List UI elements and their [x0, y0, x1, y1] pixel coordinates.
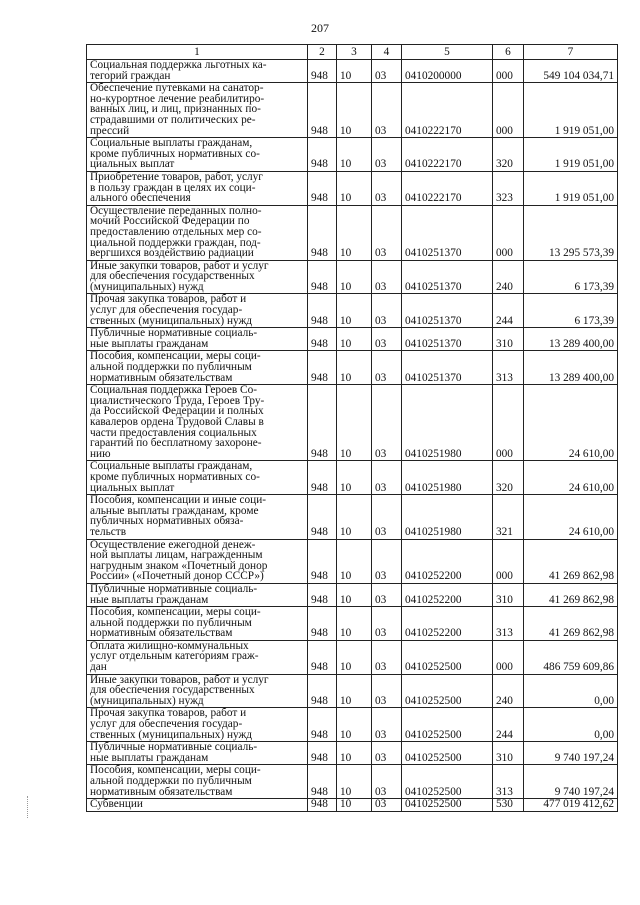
row-name [87, 674, 308, 708]
row-col-4: 03 [372, 640, 402, 674]
row-name-line: тельств [90, 525, 127, 538]
table-row [87, 171, 618, 205]
row-col-5: 0410252500 [402, 799, 493, 812]
row-col-2: 948 [308, 539, 337, 583]
row-col-2: 948 [308, 495, 337, 539]
row-name-line: циальных выплат [90, 158, 175, 171]
row-name [87, 708, 308, 742]
row-col-5: 0410251980 [402, 461, 493, 495]
row-amount: 9 740 197,24 [524, 742, 618, 765]
row-col-5: 0410252500 [402, 742, 493, 765]
row-col-6: 240 [493, 674, 524, 708]
row-col-5: 0410252200 [402, 607, 493, 641]
row-amount: 41 269 862,98 [524, 607, 618, 641]
row-name-line: части предоставления социальных [90, 426, 257, 439]
row-name-line: Социальные выплаты гражданам, [90, 460, 253, 473]
row-name-line: Иные закупки товаров, работ и услуг [90, 674, 269, 686]
row-name [87, 765, 308, 799]
row-name-line: нормативным обязательствам [90, 785, 233, 798]
row-col-6: 313 [493, 607, 524, 641]
row-name-line: кавалеров ордена Трудовой Славы в [90, 416, 264, 428]
row-col-3: 10 [337, 205, 372, 260]
row-col-5: 0410251370 [402, 328, 493, 351]
row-name-line: ванных лиц, и лиц, признанных по- [90, 103, 261, 116]
row-col-6: 321 [493, 495, 524, 539]
row-name [87, 461, 308, 495]
row-name [87, 385, 308, 461]
row-col-6: 240 [493, 260, 524, 294]
table-row [87, 607, 618, 641]
column-number-header-row [87, 45, 618, 60]
margin-scan-mark [27, 796, 29, 818]
row-name-line: (муниципальных) нужд [90, 280, 204, 293]
table-row [87, 742, 618, 765]
table-row [87, 674, 618, 708]
row-col-3: 10 [337, 351, 372, 385]
row-col-3: 10 [337, 60, 372, 83]
row-name-line: да Российской Федерации и полных [90, 405, 264, 418]
row-name [87, 260, 308, 294]
row-col-3: 10 [337, 674, 372, 708]
column-header-5: 5 [402, 45, 493, 60]
row-col-2: 948 [308, 83, 337, 138]
row-col-6: 323 [493, 171, 524, 205]
row-col-3: 10 [337, 583, 372, 606]
row-col-5: 0410222170 [402, 171, 493, 205]
row-col-3: 10 [337, 461, 372, 495]
row-col-6: 000 [493, 60, 524, 83]
row-name-line: нормативным обязательствам [90, 627, 233, 640]
row-name-line: Публичные нормативные социаль- [90, 327, 258, 340]
row-amount: 6 173,39 [524, 294, 618, 328]
column-header-3: 3 [337, 45, 372, 60]
row-name-line: дан [90, 661, 107, 674]
row-name [87, 83, 308, 138]
row-name [87, 60, 308, 83]
row-col-4: 03 [372, 495, 402, 539]
table-row [87, 461, 618, 495]
row-amount: 0,00 [524, 708, 618, 742]
row-col-4: 03 [372, 328, 402, 351]
row-col-2: 948 [308, 351, 337, 385]
row-col-6: 000 [493, 83, 524, 138]
row-col-4: 03 [372, 539, 402, 583]
row-col-4: 03 [372, 205, 402, 260]
row-col-5: 0410200000 [402, 60, 493, 83]
row-name-line: Социальные выплаты гражданам, [90, 137, 253, 150]
row-name-line: Оплата жилищно-коммунальных [90, 640, 249, 652]
row-name-line: нию [90, 447, 111, 460]
row-name-line: тегорий граждан [90, 69, 171, 82]
row-col-2: 948 [308, 260, 337, 294]
row-col-6: 000 [493, 205, 524, 260]
row-col-4: 03 [372, 708, 402, 742]
row-col-5: 0410251370 [402, 260, 493, 294]
row-amount: 6 173,39 [524, 260, 618, 294]
row-col-5: 0410251980 [402, 495, 493, 539]
row-col-4: 03 [372, 171, 402, 205]
row-amount: 549 104 034,71 [524, 60, 618, 83]
row-col-4: 03 [372, 294, 402, 328]
row-col-5: 0410251370 [402, 205, 493, 260]
table-row [87, 765, 618, 799]
row-name-line: ственных (муниципальных) нужд [90, 314, 253, 327]
row-name [87, 495, 308, 539]
column-header-4: 4 [372, 45, 402, 60]
table-row [87, 83, 618, 138]
row-col-6: 313 [493, 765, 524, 799]
row-name-line: Социальная поддержка Героев Со- [90, 384, 257, 397]
row-col-4: 03 [372, 765, 402, 799]
table-row [87, 640, 618, 674]
row-name [87, 171, 308, 205]
row-name-line: циальной поддержки граждан, под- [90, 236, 261, 249]
row-col-5: 0410251370 [402, 294, 493, 328]
row-name [87, 328, 308, 351]
row-col-6: 320 [493, 461, 524, 495]
row-name-line: Осуществление переданных полно- [90, 205, 262, 217]
row-name-line: публичных нормативных обяза- [90, 515, 244, 528]
row-col-6: 310 [493, 328, 524, 351]
row-col-3: 10 [337, 171, 372, 205]
table-body [87, 60, 618, 812]
row-name-line: (муниципальных) нужд [90, 694, 204, 707]
row-name-line: нагрудным знаком «Почетный донор [90, 559, 268, 572]
row-name-line: услуг отдельным категориям граж- [90, 650, 259, 663]
row-amount: 24 610,00 [524, 495, 618, 539]
row-name-line: ные выплаты гражданам [90, 751, 209, 764]
table-row [87, 539, 618, 583]
row-name [87, 640, 308, 674]
row-col-6: 244 [493, 294, 524, 328]
row-amount: 9 740 197,24 [524, 765, 618, 799]
row-col-2: 948 [308, 765, 337, 799]
row-name [87, 138, 308, 172]
row-col-2: 948 [308, 205, 337, 260]
row-col-4: 03 [372, 60, 402, 83]
page-number: 207 [311, 21, 329, 35]
row-col-3: 10 [337, 138, 372, 172]
row-amount: 1 919 051,00 [524, 138, 618, 172]
row-col-3: 10 [337, 328, 372, 351]
budget-table [86, 44, 618, 812]
row-amount: 477 019 412,62 [524, 799, 618, 812]
row-name-line: Осуществление ежегодной денеж- [90, 539, 256, 551]
table-row [87, 385, 618, 461]
table-row [87, 328, 618, 351]
column-header-2: 2 [308, 45, 337, 60]
row-col-2: 948 [308, 640, 337, 674]
row-amount: 1 919 051,00 [524, 83, 618, 138]
row-name-line: нормативным обязательствам [90, 371, 233, 384]
row-col-3: 10 [337, 260, 372, 294]
row-name [87, 607, 308, 641]
row-name-line: Пособия, компенсации, меры соци- [90, 764, 261, 777]
row-col-5: 0410222170 [402, 138, 493, 172]
row-col-2: 948 [308, 583, 337, 606]
row-col-6: 313 [493, 351, 524, 385]
row-name-line: Обеспечение путевками на санатор- [90, 82, 264, 95]
row-col-5: 0410222170 [402, 83, 493, 138]
row-name [87, 539, 308, 583]
row-name [87, 742, 308, 765]
row-amount: 13 289 400,00 [524, 351, 618, 385]
row-amount: 24 610,00 [524, 461, 618, 495]
row-name-line: циальных выплат [90, 481, 175, 494]
row-col-2: 948 [308, 171, 337, 205]
row-col-2: 948 [308, 461, 337, 495]
row-name [87, 205, 308, 260]
row-name-line: ной выплаты лицам, награжденным [90, 549, 263, 562]
row-name-line: предоставлению отдельных мер со- [90, 225, 262, 238]
row-name-line: альной поддержки по публичным [90, 775, 252, 787]
row-name-line: ального обеспечения [90, 192, 191, 205]
row-name [87, 799, 308, 812]
table-row [87, 138, 618, 172]
row-amount: 13 295 573,39 [524, 205, 618, 260]
row-amount: 13 289 400,00 [524, 328, 618, 351]
row-col-4: 03 [372, 583, 402, 606]
row-name-line: Пособия, компенсации и иные соци- [90, 494, 267, 507]
table-row [87, 583, 618, 606]
row-name-line: Прочая закупка товаров, работ и [90, 707, 247, 720]
table-row [87, 294, 618, 328]
row-col-4: 03 [372, 674, 402, 708]
row-name-line: гарантий по бесплатному захороне- [90, 437, 262, 450]
row-name-line: России» («Почетный донор СССР») [90, 570, 264, 583]
row-col-2: 948 [308, 708, 337, 742]
row-col-6: 310 [493, 742, 524, 765]
row-name-line: альной поддержки по публичным [90, 361, 252, 374]
row-col-3: 10 [337, 385, 372, 461]
table-row [87, 260, 618, 294]
row-col-2: 948 [308, 328, 337, 351]
row-name-line: кроме публичных нормативных со- [90, 470, 260, 483]
row-col-6: 310 [493, 583, 524, 606]
row-col-4: 03 [372, 742, 402, 765]
column-header-7: 7 [524, 45, 618, 60]
row-name-line: циалистического Труда, Героев Тру- [90, 394, 265, 407]
table-row [87, 205, 618, 260]
row-col-3: 10 [337, 708, 372, 742]
row-name-line: альные выплаты гражданам, кроме [90, 504, 259, 517]
row-amount: 0,00 [524, 674, 618, 708]
table-row [87, 60, 618, 83]
row-name-line: Социальная поддержка льготных ка- [90, 59, 267, 71]
row-col-3: 10 [337, 294, 372, 328]
row-col-2: 948 [308, 607, 337, 641]
row-name-line: Субвенции [90, 798, 143, 811]
column-header-1: 1 [87, 45, 308, 60]
row-col-2: 948 [308, 138, 337, 172]
row-col-3: 10 [337, 799, 372, 812]
row-name-line: альной поддержки по публичным [90, 616, 252, 629]
row-col-5: 0410252500 [402, 708, 493, 742]
row-col-5: 0410252500 [402, 640, 493, 674]
row-name-line: Прочая закупка товаров, работ и [90, 293, 247, 306]
row-name-line: мочий Российской Федерации по [90, 215, 250, 228]
row-col-2: 948 [308, 674, 337, 708]
row-amount: 24 610,00 [524, 385, 618, 461]
row-col-6: 000 [493, 640, 524, 674]
row-name [87, 351, 308, 385]
table-row [87, 351, 618, 385]
row-col-3: 10 [337, 539, 372, 583]
row-col-6: 000 [493, 539, 524, 583]
row-name-line: услуг для обеспечения государ- [90, 304, 243, 317]
row-amount: 41 269 862,98 [524, 539, 618, 583]
row-col-4: 03 [372, 461, 402, 495]
row-col-5: 0410251980 [402, 385, 493, 461]
row-name-line: услуг для обеспечения государ- [90, 718, 243, 731]
row-col-5: 0410252500 [402, 674, 493, 708]
row-col-4: 03 [372, 351, 402, 385]
row-col-3: 10 [337, 742, 372, 765]
row-col-5: 0410252200 [402, 583, 493, 606]
row-name-line: Иные закупки товаров, работ и услуг [90, 260, 269, 272]
row-col-3: 10 [337, 607, 372, 641]
row-col-2: 948 [308, 742, 337, 765]
row-col-6: 530 [493, 799, 524, 812]
row-name-line: страдавшими от политических ре- [90, 113, 256, 126]
table-row [87, 799, 618, 812]
row-amount: 486 759 609,86 [524, 640, 618, 674]
row-col-3: 10 [337, 640, 372, 674]
row-name-line: Публичные нормативные социаль- [90, 741, 258, 754]
row-col-4: 03 [372, 138, 402, 172]
row-col-4: 03 [372, 607, 402, 641]
row-name-line: прессий [90, 124, 130, 137]
row-name-line: Публичные нормативные социаль- [90, 583, 258, 595]
row-col-3: 10 [337, 765, 372, 799]
row-col-6: 000 [493, 385, 524, 461]
row-col-4: 03 [372, 799, 402, 812]
row-col-4: 03 [372, 260, 402, 294]
row-col-3: 10 [337, 83, 372, 138]
row-col-4: 03 [372, 385, 402, 461]
row-name-line: но-курортное лечение реабилитиро- [90, 92, 265, 105]
row-name-line: Пособия, компенсации, меры соци- [90, 350, 261, 363]
column-header-6: 6 [493, 45, 524, 60]
row-name [87, 294, 308, 328]
row-col-5: 0410251370 [402, 351, 493, 385]
row-col-3: 10 [337, 495, 372, 539]
row-amount: 41 269 862,98 [524, 583, 618, 606]
row-col-2: 948 [308, 294, 337, 328]
row-name [87, 583, 308, 606]
row-name-line: Приобретение товаров, работ, услуг [90, 171, 263, 183]
row-col-4: 03 [372, 83, 402, 138]
row-name-line: ные выплаты гражданам [90, 337, 209, 350]
row-col-2: 948 [308, 799, 337, 812]
row-name-line: для обеспечения государственных [90, 684, 255, 697]
row-col-2: 948 [308, 385, 337, 461]
row-col-6: 244 [493, 708, 524, 742]
row-name-line: вергшихся воздействию радиации [90, 247, 254, 260]
row-col-6: 320 [493, 138, 524, 172]
row-name-line: ные выплаты гражданам [90, 593, 209, 606]
row-amount: 1 919 051,00 [524, 171, 618, 205]
row-col-5: 0410252200 [402, 539, 493, 583]
row-name-line: кроме публичных нормативных со- [90, 147, 260, 160]
row-name-line: в пользу граждан в целях их соци- [90, 181, 256, 194]
row-col-2: 948 [308, 60, 337, 83]
row-name-line: Пособия, компенсации, меры соци- [90, 606, 261, 619]
row-col-5: 0410252500 [402, 765, 493, 799]
row-name-line: для обеспечения государственных [90, 270, 255, 283]
table-row [87, 495, 618, 539]
table-row [87, 708, 618, 742]
row-name-line: ственных (муниципальных) нужд [90, 728, 253, 741]
